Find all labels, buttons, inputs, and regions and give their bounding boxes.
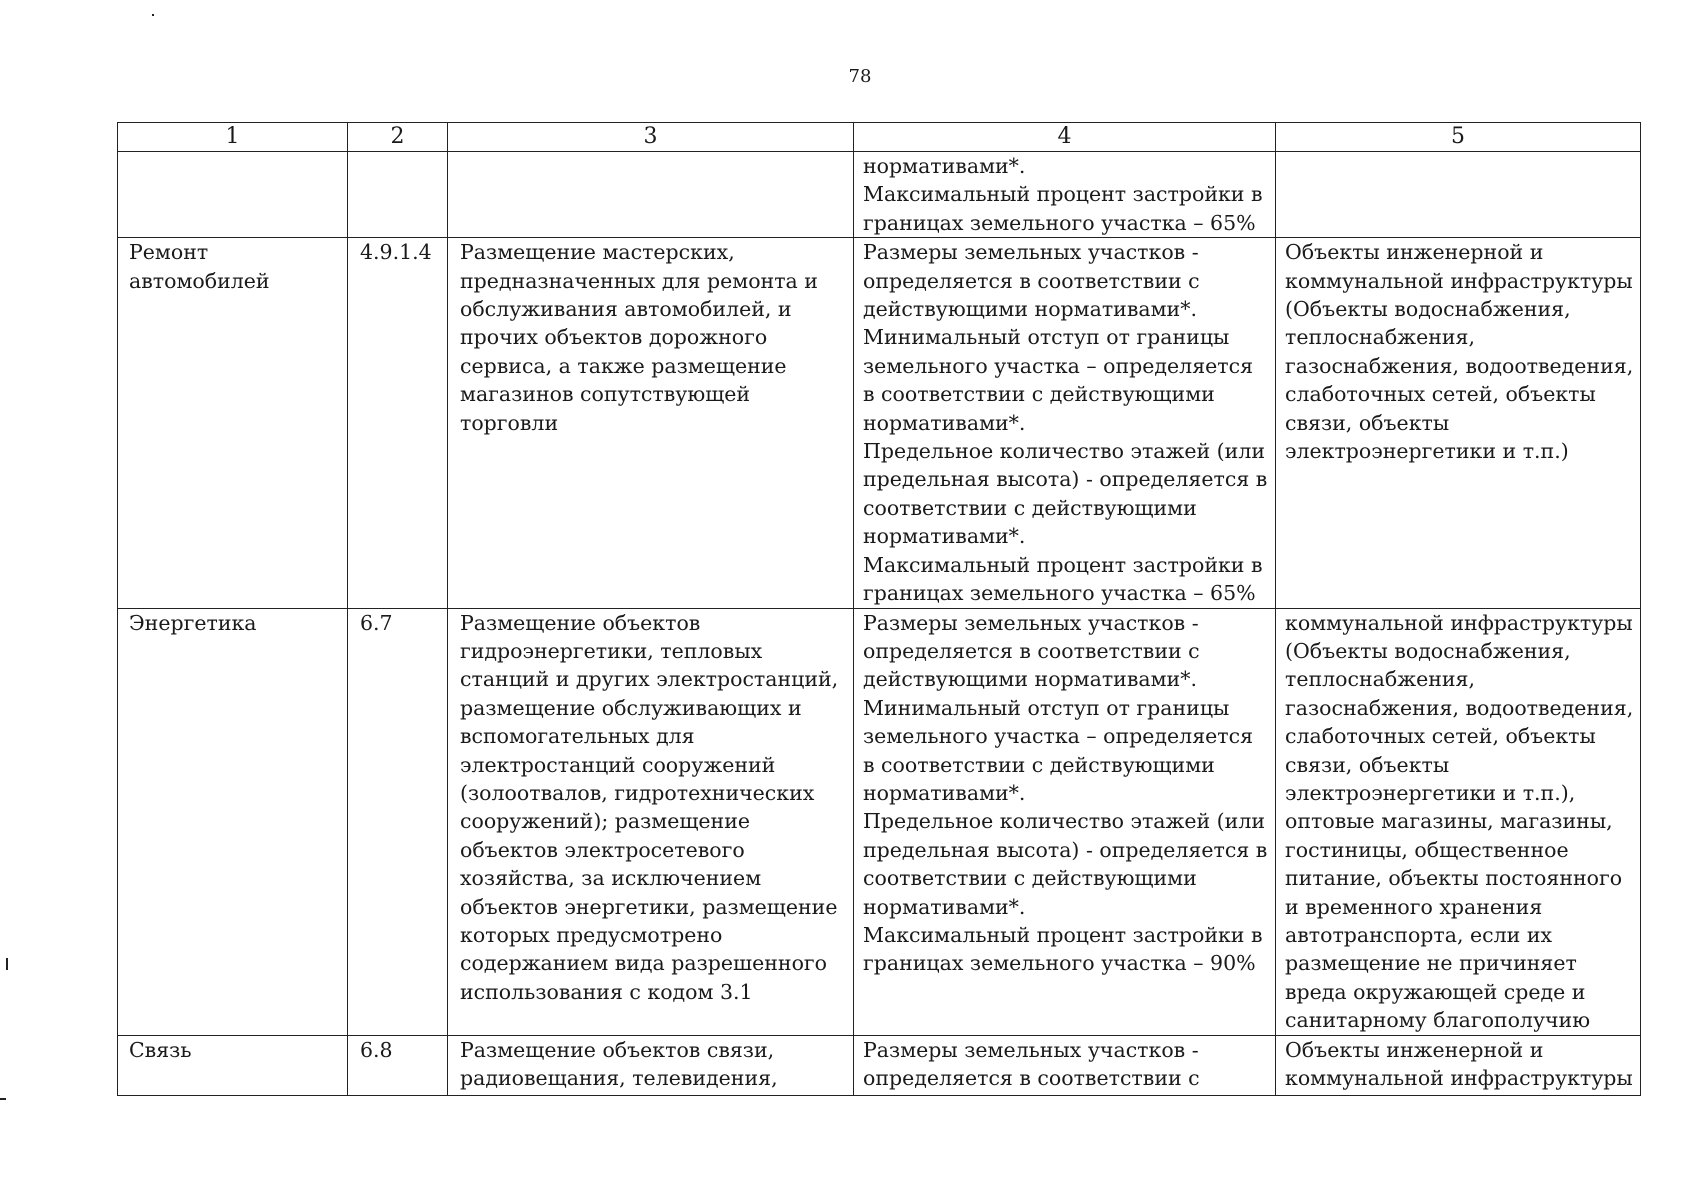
use-type-cell: Ремонт автомобилей: [118, 238, 348, 608]
column-header: 3: [448, 123, 854, 152]
use-type-cell: Энергетика: [118, 608, 348, 1035]
column-header: 2: [348, 123, 448, 152]
use-type-cell: Связь: [118, 1035, 348, 1095]
description-cell: Размещение объектов связи, радиовещания, телевидения,: [448, 1035, 854, 1095]
use-type-cell: [118, 152, 348, 238]
page-number: 78: [848, 66, 872, 87]
parameters-cell: Размеры земельных участков - определяется в соответствии с действующими нормативами*. Минимальный отступ от границы земельного участка – определяется в соответствии с действующими нормативами*. Предельное количество этажей (или предельная высота) - определяется в соответствии с действующими нормативами*. Максимальный процент застройки в границах земельного участка – 90%: [854, 608, 1276, 1035]
table-row: [118, 152, 1641, 238]
code-cell: 6.8: [348, 1035, 448, 1095]
description-cell: [448, 152, 854, 238]
auxiliary-uses-cell: Объекты инженерной и коммунальной инфраструктуры (Объекты водоснабжения, теплоснабжения, газоснабжения, водоотведения, слаботочных сетей, объекты связи, объекты электроэнергетики и т.п.): [1276, 238, 1641, 608]
scan-speck: [6, 958, 8, 970]
code-cell: 6.7: [348, 608, 448, 1035]
column-header: 4: [854, 123, 1276, 152]
description-cell: Размещение мастерских, предназначенных для ремонта и обслуживания автомобилей, и прочих объектов дорожного сервиса, а также размещение магазинов сопутствующей торговли: [448, 238, 854, 608]
scan-speck: [0, 1098, 6, 1100]
auxiliary-uses-cell: [1276, 152, 1641, 238]
parameters-cell: Размеры земельных участков - определяется в соответствии с действующими нормативами*. Минимальный отступ от границы земельного участка – определяется в соответствии с действующими нормативами*. Предельное количество этажей (или предельная высота) - определяется в соответствии с действующими нормативами*. Максимальный процент застройки в границах земельного участка – 65%: [854, 238, 1276, 608]
column-header: 1: [118, 123, 348, 152]
zoning-table: [117, 122, 1641, 1096]
table-row: [118, 1035, 1641, 1095]
table-row: [118, 608, 1641, 1035]
auxiliary-uses-cell: Объекты инженерной и коммунальной инфраструктуры: [1276, 1035, 1641, 1095]
table-header-row: [118, 123, 1641, 152]
parameters-cell: Размеры земельных участков - определяется в соответствии с: [854, 1035, 1276, 1095]
auxiliary-uses-cell: коммунальной инфраструктуры (Объекты водоснабжения, теплоснабжения, газоснабжения, водоотведения, слаботочных сетей, объекты связи, объекты электроэнергетики и т.п.), оптовые магазины, магазины, гостиницы, общественное питание, объекты постоянного и временного хранения автотранспорта, если их размещение не причиняет вреда окружающей среде и санитарному благополучию: [1276, 608, 1641, 1035]
column-header: 5: [1276, 123, 1641, 152]
code-cell: 4.9.1.4: [348, 238, 448, 608]
scan-speck: [152, 14, 154, 16]
description-cell: Размещение объектов гидроэнергетики, тепловых станций и других электростанций, размещение обслуживающих и вспомогательных для электростанций сооружений (золоотвалов, гидротехнических сооружений); размещение объектов электросетевого хозяйства, за исключением объектов энергетики, размещение которых предусмотрено содержанием вида разрешенного использования с кодом 3.1: [448, 608, 854, 1035]
table-row: [118, 238, 1641, 608]
parameters-cell: нормативами*. Максимальный процент застройки в границах земельного участка – 65%: [854, 152, 1276, 238]
code-cell: [348, 152, 448, 238]
